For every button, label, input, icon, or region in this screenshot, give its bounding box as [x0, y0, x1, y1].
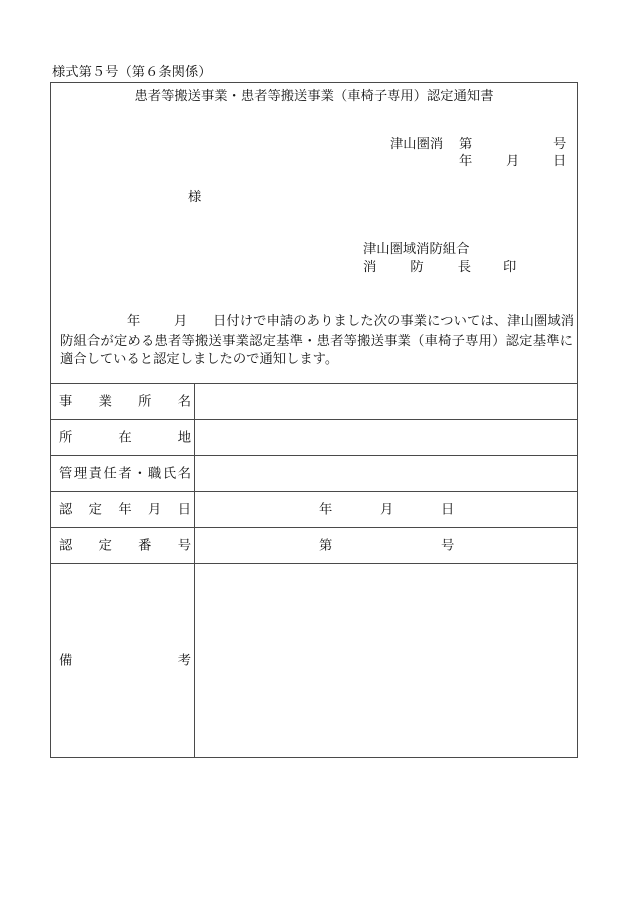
issuer-title: 消防長	[363, 260, 471, 275]
issuer-seal: 印	[503, 260, 517, 275]
remarks-label: 備考	[59, 653, 191, 669]
certification-number-go: 号	[441, 537, 455, 553]
issue-date-day: 日	[553, 154, 567, 169]
doc-number-prefix: 津山圏消	[390, 137, 444, 152]
notice-line-2: 防組合が定める患者等搬送事業認定基準・患者等搬送事業（車椅子専用）認定基準に	[60, 334, 573, 349]
certification-number-label: 認定番号	[59, 537, 191, 553]
addressee-honorific: 様	[188, 190, 202, 205]
notice-year: 年	[127, 314, 141, 329]
row-location	[50, 419, 578, 455]
certification-date-label-cell	[50, 492, 195, 527]
issue-date-year: 年	[459, 154, 473, 169]
location-label: 所在地	[59, 429, 191, 445]
certification-date-day: 日	[441, 501, 455, 517]
office-name-label-cell	[50, 384, 195, 419]
row-certification-number	[50, 527, 578, 563]
manager-value	[195, 456, 578, 491]
document-title: 患者等搬送事業・患者等搬送事業（車椅子専用）認定通知書	[134, 89, 494, 104]
notice-line-3: 適合していると認定しましたので通知します。	[60, 352, 339, 367]
location-label-cell	[50, 420, 195, 455]
certification-date-value	[195, 492, 578, 527]
certification-number-dai: 第	[319, 537, 333, 553]
doc-number-go: 号	[553, 137, 567, 152]
office-name-label: 事業所名	[59, 393, 191, 409]
notice-line-1: 日付けで申請のありました次の事業については、津山圏域消	[213, 314, 574, 329]
office-name-value	[195, 384, 578, 419]
certification-date-month: 月	[380, 501, 394, 517]
manager-label-cell	[50, 456, 195, 491]
certification-number-value	[195, 528, 578, 563]
notice-month: 月	[174, 314, 188, 329]
manager-label: 管理責任者・職氏名	[59, 465, 191, 481]
row-certification-date	[50, 491, 578, 527]
remarks-label-cell	[50, 564, 195, 758]
certification-date-year: 年	[319, 501, 333, 517]
issue-date-month: 月	[506, 154, 520, 169]
details-table	[50, 383, 578, 758]
row-remarks	[50, 563, 578, 758]
form-number: 様式第５号（第６条関係）	[52, 65, 212, 80]
doc-number-dai: 第	[459, 137, 473, 152]
row-manager	[50, 455, 578, 491]
remarks-value	[195, 564, 578, 758]
certification-date-label: 認定年月日	[59, 501, 191, 517]
certification-number-label-cell	[50, 528, 195, 563]
row-office-name	[50, 383, 578, 419]
issuer-organization: 津山圏域消防組合	[363, 242, 470, 257]
location-value	[195, 420, 578, 455]
